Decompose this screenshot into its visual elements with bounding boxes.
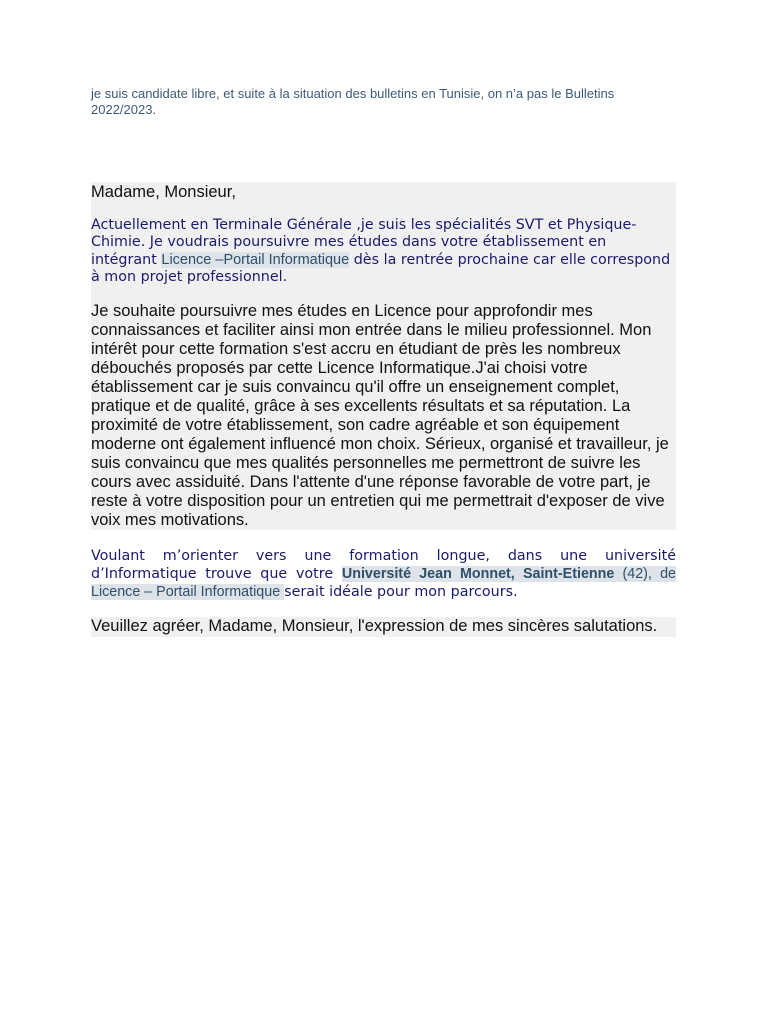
letter-main-block bbox=[91, 182, 676, 530]
orientation-text-end: serait idéale pour mon parcours. bbox=[284, 584, 518, 601]
orientation-text-start: Voulant m’orienter vers une formation longue, dans une université d’Informatique trouve que votre bbox=[91, 548, 676, 583]
letter-intro-paragraph bbox=[91, 217, 676, 302]
program-name-highlight: Licence –Portail Informatique bbox=[161, 251, 350, 268]
cover-letter bbox=[91, 182, 676, 637]
intro-text-start: Actuellement en Terminale Générale ,je suis les spécialités SVT et Physique-Chimie. Je voudrais poursuivre mes études dans votre établissement en intégrant bbox=[91, 217, 637, 268]
letter-body-paragraph: Je souhaite poursuivre mes études en Licence pour approfondir mes connaissances et faciliter ainsi mon entrée dans le milieu professionnel. Mon intérêt pour cette formation s'est accru en étudiant de près les nombreux débouchés proposés par cette Licence Informatique.J'ai choisi votre établissement car je suis convaincu qu'il offre un enseignement complet, pratique et de qualité, grâce à ses excellents résultats et sa réputation. La proximité de votre établissement, son cadre agréable et son équipement moderne ont également influencé mon choix. Sérieux, organisé et travailleur, je suis convaincu que mes qualités personnelles me permettront de suivre les cours avec assiduité. Dans l'attente d'une réponse favorable de votre part, je reste à votre disposition pour un entretien qui me permettrait d'exposer de vive voix mes motivations. bbox=[91, 302, 669, 530]
candidate-note: je suis candidate libre, et suite à la situation des bulletins en Tunisie, on n’a pas le Bulletins 2022/2023. bbox=[91, 86, 615, 117]
orientation-program-highlight: (42), de Licence – Portail Informatique bbox=[91, 566, 677, 601]
university-name-highlight: Université Jean Monnet, Saint-Etienne bbox=[341, 566, 615, 583]
letter-closing: Veuillez agréer, Madame, Monsieur, l'expression de mes sincères salutations. bbox=[91, 617, 676, 637]
letter-orientation-paragraph bbox=[91, 547, 676, 601]
letter-greeting: Madame, Monsieur, bbox=[91, 183, 236, 201]
intro-text-end: dès la rentrée prochaine car elle correspond à mon projet professionnel. bbox=[91, 251, 671, 285]
